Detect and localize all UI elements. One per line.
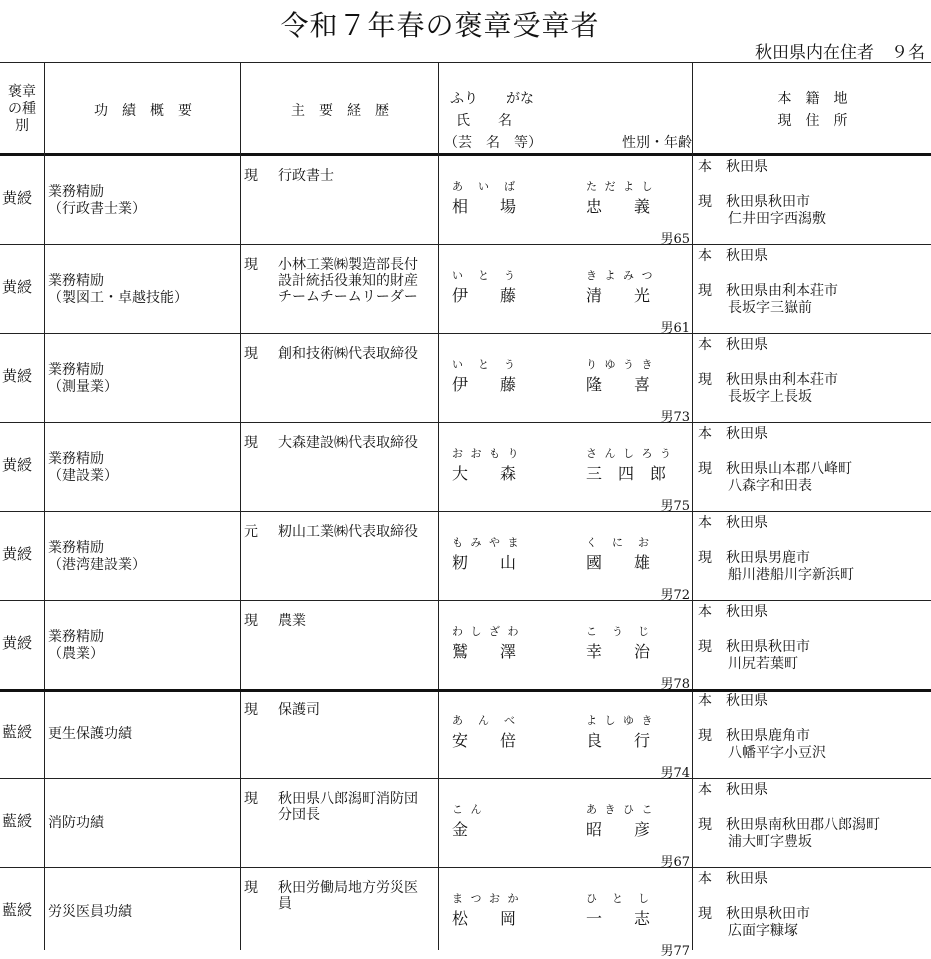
page-title: 令和７年春の褒章受章者 [280,9,600,42]
career-text: 秋田県八郎潟町消防団分団長 [278,791,418,823]
honseki: 本 秋田県 [698,159,768,175]
honseki: 本 秋田県 [698,782,768,798]
given-name: 隆 喜 [586,375,651,394]
surname: 相 場 [452,197,517,216]
sex-age: 男75 [660,499,690,514]
header-furigana: ふり がな [450,91,534,107]
table-row [0,779,931,868]
given-name: 國 雄 [586,553,651,572]
achievement [48,362,238,396]
award-type: 黄綬 [2,278,33,296]
furigana-given: こ う じ [586,625,651,638]
career-text: 小林工業㈱製造部長付設計統括役兼知的財産チームチームリーダー [278,257,418,305]
address-line-2: 広面字糠塚 [728,923,798,939]
honseki: 本 秋田県 [698,426,768,442]
career-status: 現 [244,702,258,718]
achievement [48,815,238,832]
achievement-main: 業務精励 [48,273,104,289]
achievement-detail: （行政書士業） [48,201,146,217]
sex-age: 男73 [660,410,690,425]
furigana-given: り ゆ う き [586,358,655,371]
achievement [48,629,238,663]
address [698,283,838,317]
furigana-given: ひ と し [586,892,651,905]
given-name: 昭 彦 [586,820,651,839]
award-type: 藍綬 [2,812,33,830]
address-line-1: 現 秋田県秋田市 [698,639,810,655]
achievement [48,273,238,307]
furigana-given: く に お [586,536,651,549]
award-type: 藍綬 [2,901,33,919]
header-sex-age: 性別・年齢 [622,135,692,151]
surname: 籾 山 [452,553,517,572]
header-address: 現 住 所 [777,113,848,129]
award-type: 藍綬 [2,723,33,741]
address [698,372,838,406]
address-line-1: 現 秋田県秋田市 [698,906,810,922]
achievement-main: 業務精励 [48,629,104,645]
furigana-surname: ま つ お か [452,892,521,905]
furigana-given: た だ よ し [586,180,655,193]
address-line-1: 現 秋田県由利本荘市 [698,372,838,388]
sex-age: 男77 [660,944,690,959]
sex-age: 男65 [660,232,690,247]
achievement-detail: （農業） [48,646,104,662]
given-name: 良 行 [586,731,651,750]
address-line-2: 仁井田字西潟敷 [728,211,826,227]
furigana-given: あ き ひ こ [586,803,655,816]
career-text: 大森建設㈱代表取締役 [278,435,418,451]
achievement [48,726,238,743]
sex-age: 男67 [660,855,690,870]
achievement-main: 業務精励 [48,540,104,556]
career-status: 現 [244,791,258,807]
award-type: 黄綬 [2,545,33,563]
address-line-1: 現 秋田県由利本荘市 [698,283,838,299]
sex-age: 男72 [660,588,690,603]
furigana-surname: あ い ば [452,180,517,193]
achievement-detail: （建設業） [48,468,118,484]
furigana-surname: い と う [452,358,517,371]
given-name: 三 四 郎 [586,464,667,483]
sex-age: 男78 [660,677,690,692]
address-line-1: 現 秋田県秋田市 [698,194,810,210]
career-text: 籾山工業㈱代表取締役 [278,524,418,540]
table-row [0,245,931,334]
furigana-surname: あ ん べ [452,714,517,727]
address-line-1: 現 秋田県男鹿市 [698,550,810,566]
furigana-surname: も み や ま [452,536,521,549]
header-achievement: 功 績 概 要 [94,103,192,119]
achievement-main: 労災医員功績 [48,904,132,920]
address-line-2: 川尻若葉町 [728,656,798,672]
achievement-main: 更生保護功績 [48,726,132,742]
header-honseki: 本 籍 地 [777,91,848,107]
surname: 伊 藤 [452,286,517,305]
career-status: 現 [244,880,258,896]
award-type: 黄綬 [2,367,33,385]
surname: 鷲 澤 [452,642,517,661]
career-text: 行政書士 [278,168,334,184]
achievement [48,451,238,485]
honseki: 本 秋田県 [698,871,768,887]
table-row [0,156,931,245]
achievement-main: 業務精励 [48,184,104,200]
address-line-2: 八幡平字小豆沢 [728,745,826,761]
surname: 安 倍 [452,731,517,750]
address [698,550,854,584]
achievement-main: 業務精励 [48,451,104,467]
header-name: 氏 名 [456,113,512,129]
table-row [0,423,931,512]
address-line-1: 現 秋田県山本郡八峰町 [698,461,852,477]
achievement-detail: （測量業） [48,379,118,395]
career-text: 保護司 [278,702,320,718]
furigana-given: さ ん し ろ う [586,447,673,460]
address [698,906,810,940]
surname: 伊 藤 [452,375,517,394]
career-status: 現 [244,346,258,362]
table-row [0,601,931,690]
career-text: 秋田労働局地方労災医員 [278,880,418,912]
career-status: 現 [244,435,258,451]
career-status: 現 [244,257,258,273]
sex-age: 男61 [660,321,690,336]
given-name: 清 光 [586,286,651,305]
table-row [0,512,931,601]
furigana-surname: こ ん [452,803,484,816]
honseki: 本 秋田県 [698,248,768,264]
surname: 金 [452,820,469,839]
resident-count: 秋田県内在住者 ９名 [755,43,925,63]
address-line-2: 長坂字三嶽前 [728,300,812,316]
address-line-1: 現 秋田県南秋田郡八郎潟町 [698,817,880,833]
career-text: 創和技術㈱代表取締役 [278,346,418,362]
address-line-2: 浦大町字豊坂 [728,834,812,850]
address [698,639,810,673]
furigana-surname: い と う [452,269,517,282]
achievement-main: 業務精励 [48,362,104,378]
table-row [0,868,931,957]
address-line-2: 船川港船川字新浜町 [728,567,854,583]
table-row [0,334,931,423]
honseki: 本 秋田県 [698,693,768,709]
sex-age: 男74 [660,766,690,781]
given-name: 幸 治 [586,642,651,661]
achievement [48,184,238,218]
achievement-detail: （港湾建設業） [48,557,146,573]
career-status: 元 [244,524,258,540]
address [698,461,852,495]
achievement [48,904,238,921]
header-rank: 褒章の種別 [8,84,36,134]
award-type: 黄綬 [2,456,33,474]
honseki: 本 秋田県 [698,604,768,620]
award-type: 黄綬 [2,189,33,207]
furigana-surname: わ し ざ わ [452,625,521,638]
furigana-surname: お お も り [452,447,521,460]
achievement-detail: （製図工・卓越技能） [48,290,188,306]
honseki: 本 秋田県 [698,337,768,353]
surname: 大 森 [452,464,517,483]
address-line-2: 八森字和田表 [728,478,812,494]
address [698,728,826,762]
table-row [0,690,931,779]
furigana-given: よ し ゆ き [586,714,655,727]
address [698,817,880,851]
table-top-border [0,62,931,63]
surname: 松 岡 [452,909,517,928]
given-name: 一 志 [586,909,651,928]
header-career: 主 要 経 歴 [291,103,389,119]
address-line-2: 長坂字上長坂 [728,389,812,405]
career-status: 現 [244,168,258,184]
address [698,194,826,228]
header-stage-name: （芸 名 等） [444,135,542,151]
furigana-given: き よ み つ [586,269,655,282]
achievement-main: 消防功績 [48,815,104,831]
honseki: 本 秋田県 [698,515,768,531]
career-text: 農業 [278,613,306,629]
address-line-1: 現 秋田県鹿角市 [698,728,810,744]
achievement [48,540,238,574]
given-name: 忠 義 [586,197,651,216]
career-status: 現 [244,613,258,629]
award-type: 黄綬 [2,634,33,652]
